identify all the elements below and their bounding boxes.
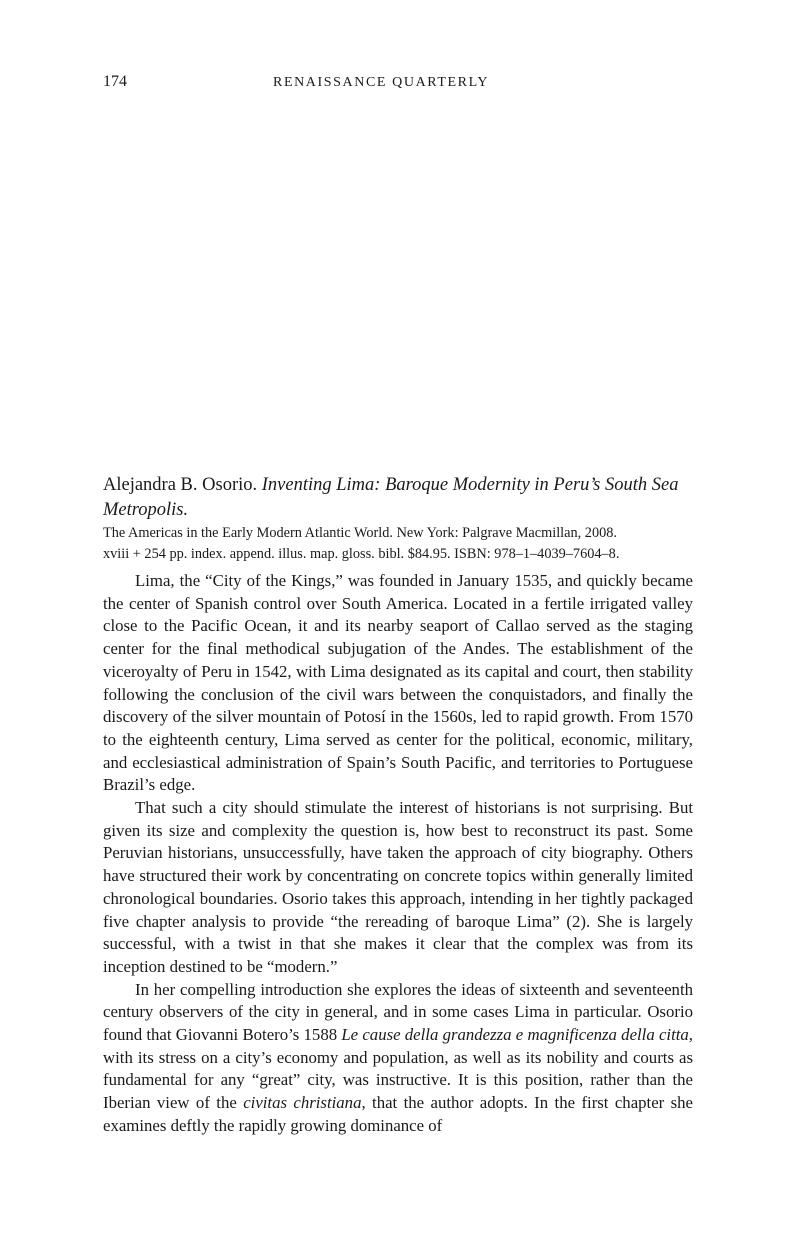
review-paragraph-2: That such a city should stimulate the interest of historians is not surprising. But given its size and complexity the question is, how best to reconstruct its past. Some Peruvian historians, unsuccessfully, have taken the approach of city biography. Others have structured their work by concentrating on concrete topics within generally limited chronological boundaries. Osorio takes this approach, intending in her tightly packaged five chapter analysis to provide “the rereading of baroque Lima” (2). She is largely successful, with a twist in that she makes it clear that the complex was from its inception destined to be “modern.” [103,798,693,976]
review-book-title: Inventing Lima: Baroque Modernity in Peru’s South Sea Metropolis. [103,475,679,520]
publication-details-line: xviii + 254 pp. index. append. illus. map. gloss. bibl. $84.95. ISBN: 978–1–4039–7604–8. [103,546,620,562]
paragraph-3-text-c: , that the author adopts. In the first chapter she examines deftly the rapidly growing dominance of [103,1093,694,1135]
book-review [103,473,693,1138]
botero-work-title: Le cause della grandezza e magnificenza della citta [341,1025,689,1045]
review-paragraph-3 [103,979,693,1138]
publication-series-line: The Americas in the Early Modern Atlantic World. New York: Palgrave Macmillan, 2008. [103,525,617,541]
paragraph-3-text-a: In her compelling introduction she explores the ideas of sixteenth and seventeenth century observers of the city in general, and in some cases Lima in particular. Osorio found that Giovanni Botero’s 1588 [103,979,693,1045]
review-paragraph-1: Lima, the “City of the Kings,” was founded in January 1535, and quickly became the center of Spanish control over South America. Located in a fertile irrigated valley close to the Pacific Ocean, it and its nearby seaport of Callao served as the staging center for the final methodical subjugation of the Andes. The establishment of the viceroyalty of Peru in 1542, with Lima designated as its capital and court, then stability following the conclusion of the civil wars between the conquistadors, and finally the discovery of the silver mountain of Potosí in the 1560s, led to rapid growth. From 1570 to the eighteenth century, Lima served as center for the political, economic, military, and ecclesiastical administration of Spain’s South Pacific, and territories to Portuguese Brazil’s edge. [103,571,693,795]
civitas-christiana-term: civitas christiana [243,1093,362,1113]
review-body [103,570,693,1138]
page-number: 174 [103,73,127,90]
review-author: Alejandra B. Osorio. [103,475,258,495]
review-publication-info [103,523,693,565]
review-heading [103,473,693,523]
paragraph-3-text-b: , with its stress on a city’s economy and population, as well as its nobility and courts as fundamental for any “great” city, was instructive. It is this position, rather than the Iberian view of the [103,1025,693,1113]
running-head-journal-title: RENAISSANCE QUARTERLY [273,75,490,90]
